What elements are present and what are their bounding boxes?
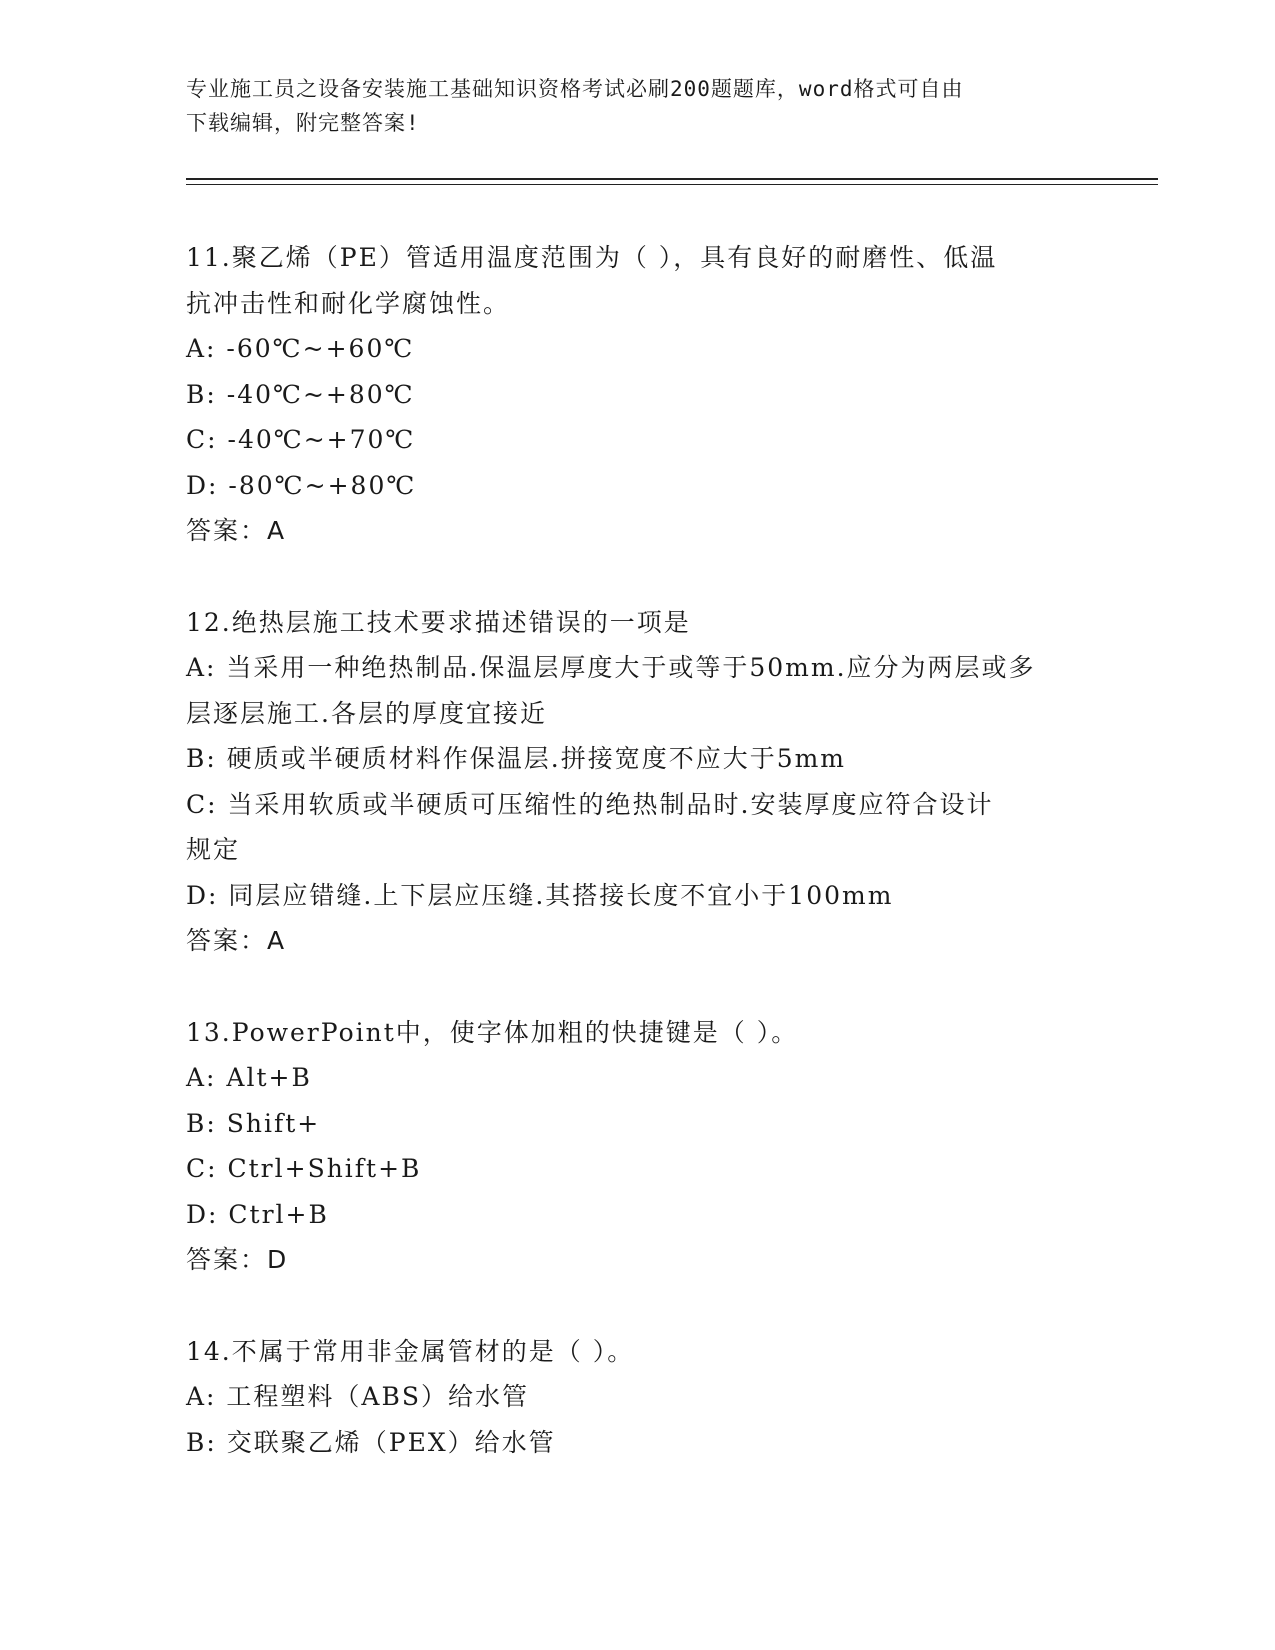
question-block — [186, 235, 1086, 554]
option-line: B: 交联聚乙烯（PEX）给水管 — [186, 1427, 556, 1457]
option-line: C: Ctrl+Shift+B — [186, 1154, 422, 1183]
question-stem-line: 11.聚乙烯（PE）管适用温度范围为（ ），具有良好的耐磨性、低温 — [186, 243, 998, 272]
header-divider-thin — [186, 184, 1158, 185]
question-list — [186, 235, 1086, 1511]
option-line: B: Shift+ — [186, 1108, 321, 1138]
option-line: B: 硬质或半硬质材料作保温层.拼接宽度不应大于5mm — [186, 744, 847, 773]
question-block — [186, 1329, 1086, 1466]
question-block — [186, 600, 1086, 964]
option-line: D: -80℃~+80℃ — [186, 470, 417, 500]
option-line: B: -40℃~+80℃ — [186, 379, 415, 409]
document-header — [186, 72, 1086, 140]
option-line: A: -60℃~+60℃ — [186, 334, 415, 363]
question-block — [186, 1010, 1086, 1283]
question-stem-line: 14.不属于常用非金属管材的是（ ）。 — [186, 1336, 635, 1366]
option-line: A: 当采用一种绝热制品.保温层厚度大于或等于50mm.应分为两层或多 — [186, 653, 1036, 682]
header-line-1: 专业施工员之设备安装施工基础知识资格考试必刷200题题库，word格式可自由 — [186, 77, 964, 101]
option-line: A: 工程塑料（ABS）给水管 — [186, 1382, 529, 1411]
answer-line: 答案：A — [186, 926, 287, 955]
option-line: A: Alt+B — [186, 1063, 312, 1092]
option-line: 规定 — [186, 835, 241, 864]
option-line: D: 同层应错缝.上下层应压缝.其搭接长度不宜小于100mm — [186, 880, 894, 910]
answer-line: 答案：D — [186, 1245, 289, 1274]
answer-line: 答案：A — [186, 516, 287, 545]
question-stem-line: 抗冲击性和耐化学腐蚀性。 — [186, 288, 511, 318]
option-line: D: Ctrl+B — [186, 1199, 329, 1229]
option-line: C: -40℃~+70℃ — [186, 425, 416, 454]
header-line-2: 下载编辑，附完整答案! — [186, 111, 420, 135]
header-divider-thick — [186, 178, 1158, 180]
option-line: C: 当采用软质或半硬质可压缩性的绝热制品时.安装厚度应符合设计 — [186, 789, 994, 819]
question-stem-line: 12.绝热层施工技术要求描述错误的一项是 — [186, 607, 691, 637]
option-line: 层逐层施工.各层的厚度宜接近 — [186, 698, 547, 728]
question-stem-line: 13.PowerPoint中，使字体加粗的快捷键是（ ）。 — [186, 1017, 799, 1047]
